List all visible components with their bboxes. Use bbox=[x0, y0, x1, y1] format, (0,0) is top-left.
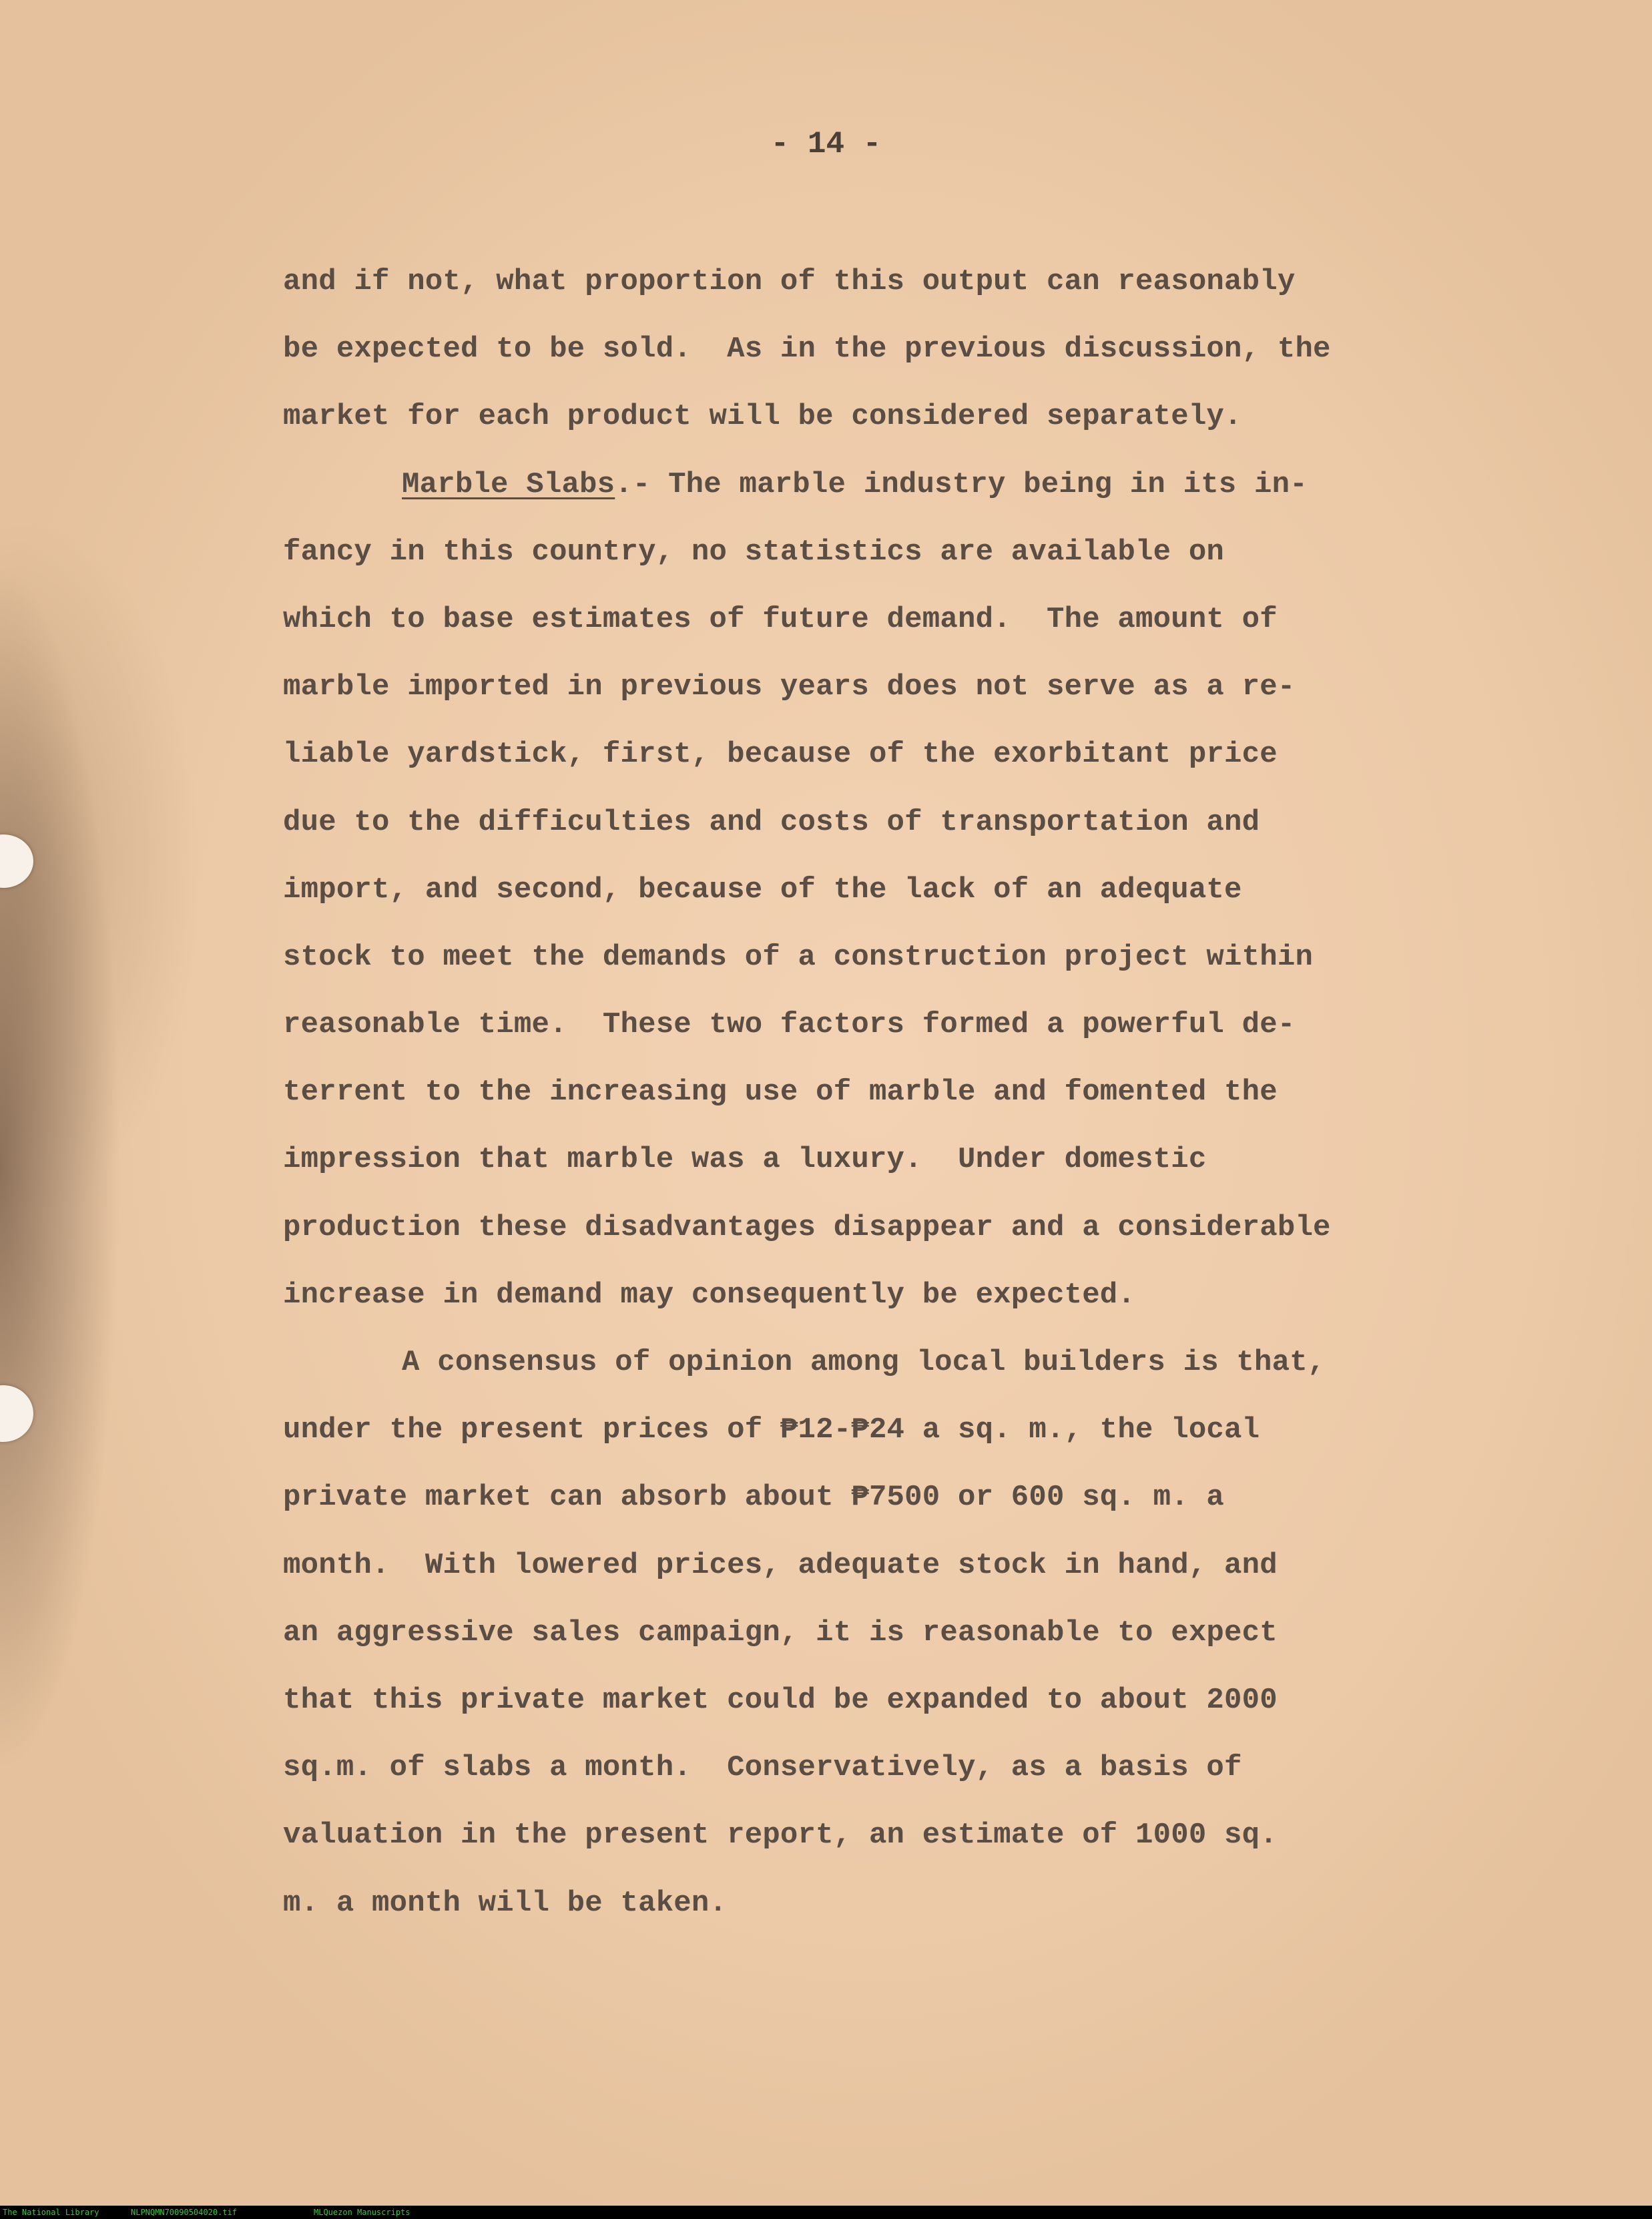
text-line: reasonable time. These two factors formed a powerful de- bbox=[283, 1008, 1296, 1042]
section-heading-line bbox=[283, 461, 1498, 528]
text-line: and if not, what proportion of this output can reasonably bbox=[283, 265, 1296, 298]
text-line: .- The marble industry being in its in- bbox=[615, 467, 1308, 501]
text-line: liable yardstick, first, because of the exorbitant price bbox=[283, 738, 1278, 772]
text-line: increase in demand may consequently be expected. bbox=[283, 1278, 1136, 1312]
document-body bbox=[283, 258, 1498, 1947]
text-line: stock to meet the demands of a construction project within bbox=[283, 940, 1314, 974]
text-line: fancy in this country, no statistics are available on bbox=[283, 535, 1225, 569]
scan-footer bbox=[0, 2206, 1652, 2219]
text-line: month. With lowered prices, adequate stock in hand, and bbox=[283, 1548, 1278, 1582]
punch-hole bbox=[0, 1385, 33, 1442]
text-line: m. a month will be taken. bbox=[283, 1886, 728, 1920]
text-line: due to the difficulties and costs of transportation and bbox=[283, 805, 1260, 839]
text-line: A consensus of opinion among local builders is that, bbox=[402, 1346, 1326, 1379]
punch-hole bbox=[0, 834, 33, 888]
text-line: sq.m. of slabs a month. Conservatively, as a basis of bbox=[283, 1751, 1242, 1785]
text-line: that this private market could be expanded to about 2000 bbox=[283, 1683, 1278, 1717]
section-heading: Marble Slabs bbox=[402, 467, 615, 501]
footer-collection: MLQuezon Manuscripts bbox=[314, 2208, 410, 2217]
text-line: valuation in the present report, an estimate of 1000 sq. bbox=[283, 1818, 1278, 1853]
text-line: private market can absorb about ₱7500 or 600 sq. m. a bbox=[283, 1481, 1225, 1515]
text-line: an aggressive sales campaign, it is reasonable to expect bbox=[283, 1616, 1278, 1650]
footer-file-id: NLPNQMN70090504020.tif bbox=[131, 2208, 237, 2217]
text-line: market for each product will be considered separately. bbox=[283, 400, 1242, 434]
text-line: under the present prices of ₱12-₱24 a sq. m., the local bbox=[283, 1413, 1260, 1447]
text-line: production these disadvantages disappear and a considerable bbox=[283, 1210, 1331, 1244]
text-line: marble imported in previous years does not serve as a re- bbox=[283, 670, 1296, 704]
footer-library: The National Library bbox=[3, 2208, 99, 2217]
text-line: terrent to the increasing use of marble and fomented the bbox=[283, 1075, 1278, 1110]
text-line: which to base estimates of future demand. The amount of bbox=[283, 602, 1278, 636]
text-line: impression that marble was a luxury. Under domestic bbox=[283, 1143, 1207, 1177]
text-line: import, and second, because of the lack of an adequate bbox=[283, 873, 1242, 907]
page-number: - 14 - bbox=[770, 127, 882, 162]
text-line: be expected to be sold. As in the previous discussion, the bbox=[283, 332, 1331, 366]
